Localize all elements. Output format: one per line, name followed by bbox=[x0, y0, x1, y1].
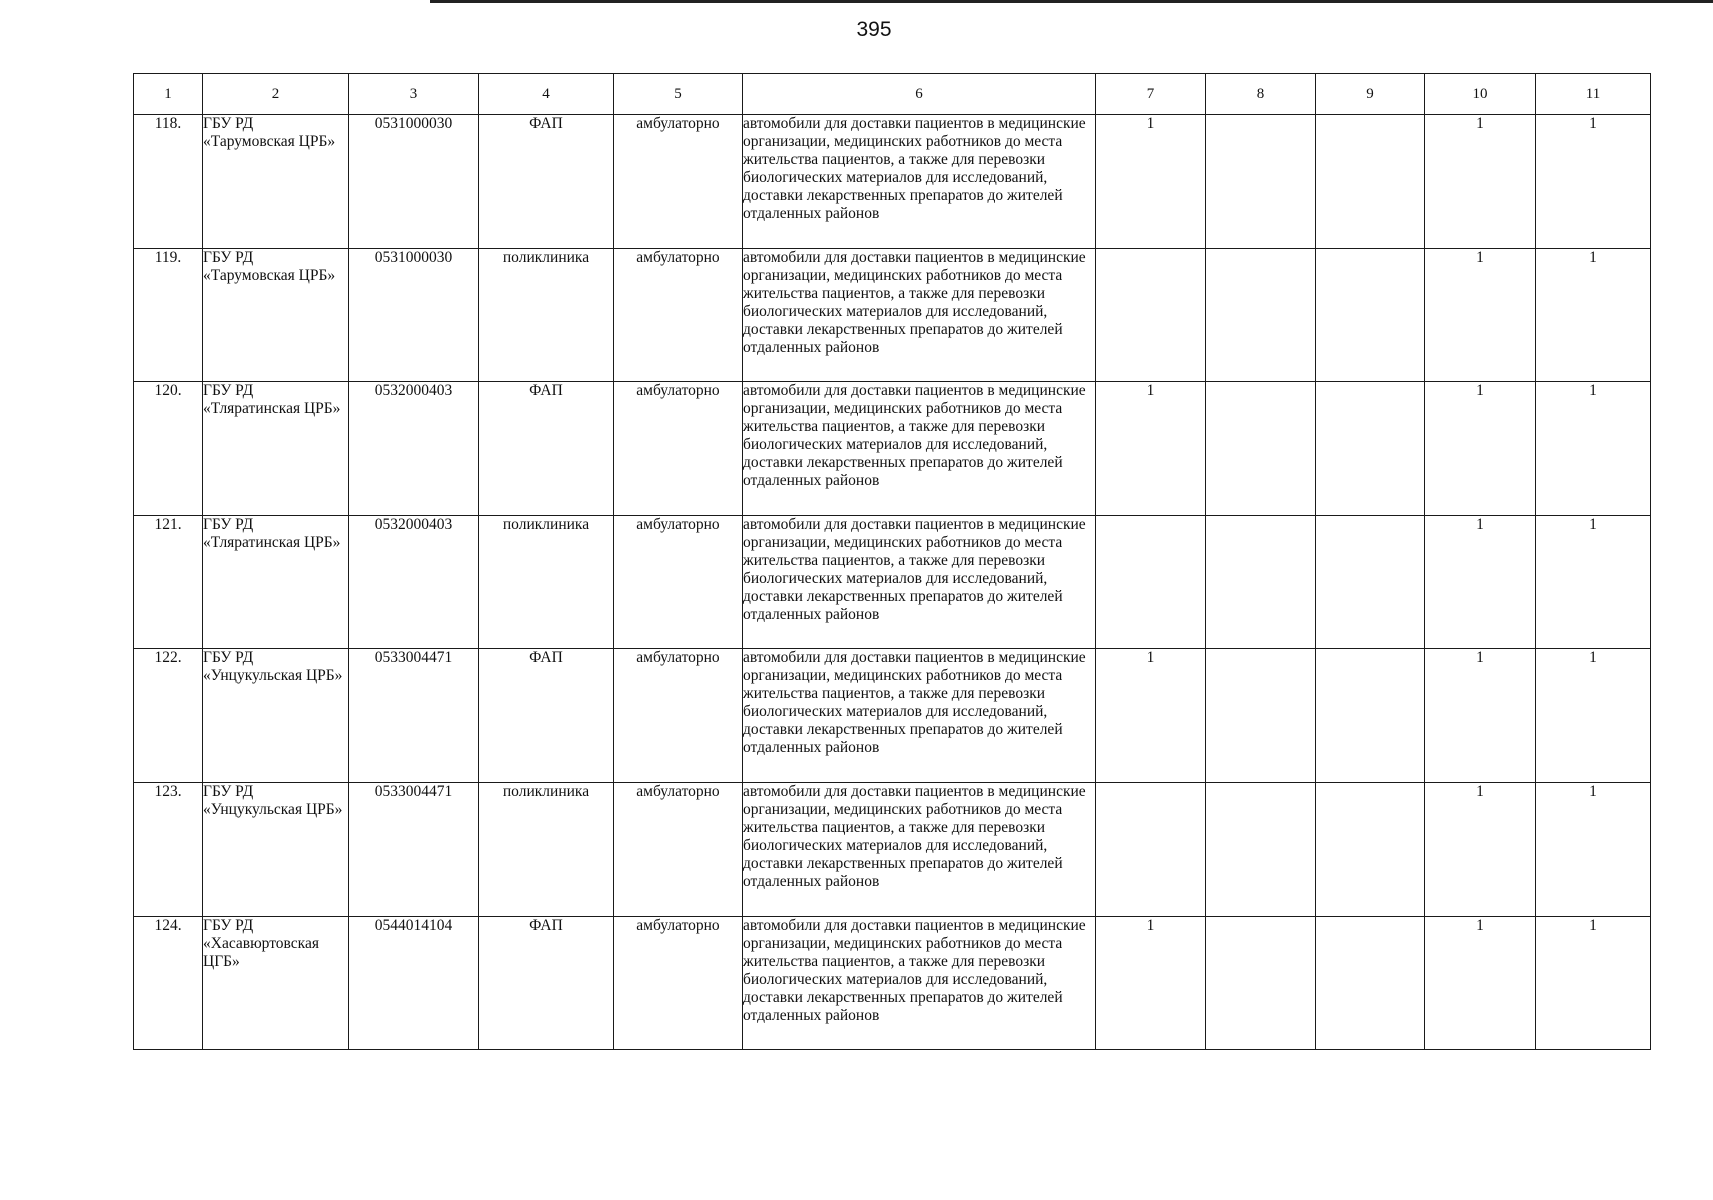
value-col-11: 1 bbox=[1536, 382, 1651, 516]
column-header: 5 bbox=[614, 74, 743, 115]
value-col-7 bbox=[1096, 248, 1206, 382]
column-header: 3 bbox=[349, 74, 479, 115]
facility-type: поликлиника bbox=[479, 782, 614, 916]
column-header: 7 bbox=[1096, 74, 1206, 115]
facility-type: поликлиника bbox=[479, 515, 614, 649]
value-col-9 bbox=[1316, 649, 1425, 783]
care-condition: амбулаторно bbox=[614, 649, 743, 783]
value-col-11: 1 bbox=[1536, 115, 1651, 249]
column-header: 11 bbox=[1536, 74, 1651, 115]
row-number: 123. bbox=[134, 782, 203, 916]
value-col-8 bbox=[1206, 115, 1316, 249]
table-row bbox=[134, 782, 1651, 916]
row-number: 121. bbox=[134, 515, 203, 649]
organization-name: ГБУ РД «Хасавюртовская ЦГБ» bbox=[203, 916, 349, 1050]
organization-name: ГБУ РД «Унцукульская ЦРБ» bbox=[203, 649, 349, 783]
organization-name: ГБУ РД «Тарумовская ЦРБ» bbox=[203, 115, 349, 249]
column-header: 10 bbox=[1425, 74, 1536, 115]
vehicle-purpose: автомобили для доставки пациентов в медицинские организации, медицинских работников до места жительства пациентов, а также для перевозки биологических материалов для исследований, доставки лекарственных препаратов до жителей отдаленных районов bbox=[743, 248, 1096, 382]
value-col-9 bbox=[1316, 916, 1425, 1050]
value-col-9 bbox=[1316, 782, 1425, 916]
vehicle-purpose: автомобили для доставки пациентов в медицинские организации, медицинских работников до места жительства пациентов, а также для перевозки биологических материалов для исследований, доставки лекарственных препаратов до жителей отдаленных районов bbox=[743, 515, 1096, 649]
table-row bbox=[134, 916, 1651, 1050]
value-col-8 bbox=[1206, 649, 1316, 783]
value-col-7: 1 bbox=[1096, 382, 1206, 516]
value-col-8 bbox=[1206, 916, 1316, 1050]
organization-name: ГБУ РД «Тарумовская ЦРБ» bbox=[203, 248, 349, 382]
care-condition: амбулаторно bbox=[614, 515, 743, 649]
table-row bbox=[134, 115, 1651, 249]
value-col-8 bbox=[1206, 515, 1316, 649]
value-col-9 bbox=[1316, 115, 1425, 249]
column-header: 8 bbox=[1206, 74, 1316, 115]
top-border-line bbox=[430, 0, 1713, 3]
value-col-7 bbox=[1096, 782, 1206, 916]
value-col-7: 1 bbox=[1096, 649, 1206, 783]
value-col-10: 1 bbox=[1425, 382, 1536, 516]
care-condition: амбулаторно bbox=[614, 382, 743, 516]
value-col-11: 1 bbox=[1536, 916, 1651, 1050]
value-col-7 bbox=[1096, 515, 1206, 649]
care-condition: амбулаторно bbox=[614, 782, 743, 916]
organization-code: 0533004471 bbox=[349, 782, 479, 916]
column-header: 9 bbox=[1316, 74, 1425, 115]
value-col-10: 1 bbox=[1425, 649, 1536, 783]
column-header: 4 bbox=[479, 74, 614, 115]
care-condition: амбулаторно bbox=[614, 916, 743, 1050]
value-col-9 bbox=[1316, 248, 1425, 382]
vehicle-purpose: автомобили для доставки пациентов в медицинские организации, медицинских работников до места жительства пациентов, а также для перевозки биологических материалов для исследований, доставки лекарственных препаратов до жителей отдаленных районов bbox=[743, 916, 1096, 1050]
value-col-10: 1 bbox=[1425, 115, 1536, 249]
organization-code: 0532000403 bbox=[349, 515, 479, 649]
row-number: 120. bbox=[134, 382, 203, 516]
vehicle-purpose: автомобили для доставки пациентов в медицинские организации, медицинских работников до места жительства пациентов, а также для перевозки биологических материалов для исследований, доставки лекарственных препаратов до жителей отдаленных районов bbox=[743, 115, 1096, 249]
organization-code: 0533004471 bbox=[349, 649, 479, 783]
table-row bbox=[134, 515, 1651, 649]
value-col-8 bbox=[1206, 248, 1316, 382]
equipment-table bbox=[133, 73, 1651, 1050]
row-number: 122. bbox=[134, 649, 203, 783]
value-col-10: 1 bbox=[1425, 916, 1536, 1050]
organization-code: 0531000030 bbox=[349, 248, 479, 382]
facility-type: ФАП bbox=[479, 649, 614, 783]
organization-name: ГБУ РД «Тляратинская ЦРБ» bbox=[203, 515, 349, 649]
value-col-9 bbox=[1316, 382, 1425, 516]
value-col-11: 1 bbox=[1536, 515, 1651, 649]
table-row bbox=[134, 248, 1651, 382]
table-row bbox=[134, 649, 1651, 783]
row-number: 119. bbox=[134, 248, 203, 382]
facility-type: ФАП bbox=[479, 382, 614, 516]
value-col-10: 1 bbox=[1425, 515, 1536, 649]
value-col-8 bbox=[1206, 782, 1316, 916]
organization-code: 0531000030 bbox=[349, 115, 479, 249]
value-col-11: 1 bbox=[1536, 248, 1651, 382]
value-col-7: 1 bbox=[1096, 916, 1206, 1050]
care-condition: амбулаторно bbox=[614, 115, 743, 249]
column-header: 6 bbox=[743, 74, 1096, 115]
column-number-header-row bbox=[134, 74, 1651, 115]
value-col-9 bbox=[1316, 515, 1425, 649]
value-col-11: 1 bbox=[1536, 782, 1651, 916]
vehicle-purpose: автомобили для доставки пациентов в медицинские организации, медицинских работников до места жительства пациентов, а также для перевозки биологических материалов для исследований, доставки лекарственных препаратов до жителей отдаленных районов bbox=[743, 782, 1096, 916]
facility-type: поликлиника bbox=[479, 248, 614, 382]
value-col-10: 1 bbox=[1425, 248, 1536, 382]
organization-name: ГБУ РД «Тляратинская ЦРБ» bbox=[203, 382, 349, 516]
table-row bbox=[134, 382, 1651, 516]
row-number: 124. bbox=[134, 916, 203, 1050]
value-col-8 bbox=[1206, 382, 1316, 516]
row-number: 118. bbox=[134, 115, 203, 249]
value-col-7: 1 bbox=[1096, 115, 1206, 249]
organization-code: 0532000403 bbox=[349, 382, 479, 516]
care-condition: амбулаторно bbox=[614, 248, 743, 382]
page-number: 395 bbox=[856, 18, 892, 41]
value-col-10: 1 bbox=[1425, 782, 1536, 916]
column-header: 1 bbox=[134, 74, 203, 115]
column-header: 2 bbox=[203, 74, 349, 115]
vehicle-purpose: автомобили для доставки пациентов в медицинские организации, медицинских работников до места жительства пациентов, а также для перевозки биологических материалов для исследований, доставки лекарственных препаратов до жителей отдаленных районов bbox=[743, 382, 1096, 516]
facility-type: ФАП bbox=[479, 115, 614, 249]
organization-code: 0544014104 bbox=[349, 916, 479, 1050]
vehicle-purpose: автомобили для доставки пациентов в медицинские организации, медицинских работников до места жительства пациентов, а также для перевозки биологических материалов для исследований, доставки лекарственных препаратов до жителей отдаленных районов bbox=[743, 649, 1096, 783]
facility-type: ФАП bbox=[479, 916, 614, 1050]
organization-name: ГБУ РД «Унцукульская ЦРБ» bbox=[203, 782, 349, 916]
value-col-11: 1 bbox=[1536, 649, 1651, 783]
